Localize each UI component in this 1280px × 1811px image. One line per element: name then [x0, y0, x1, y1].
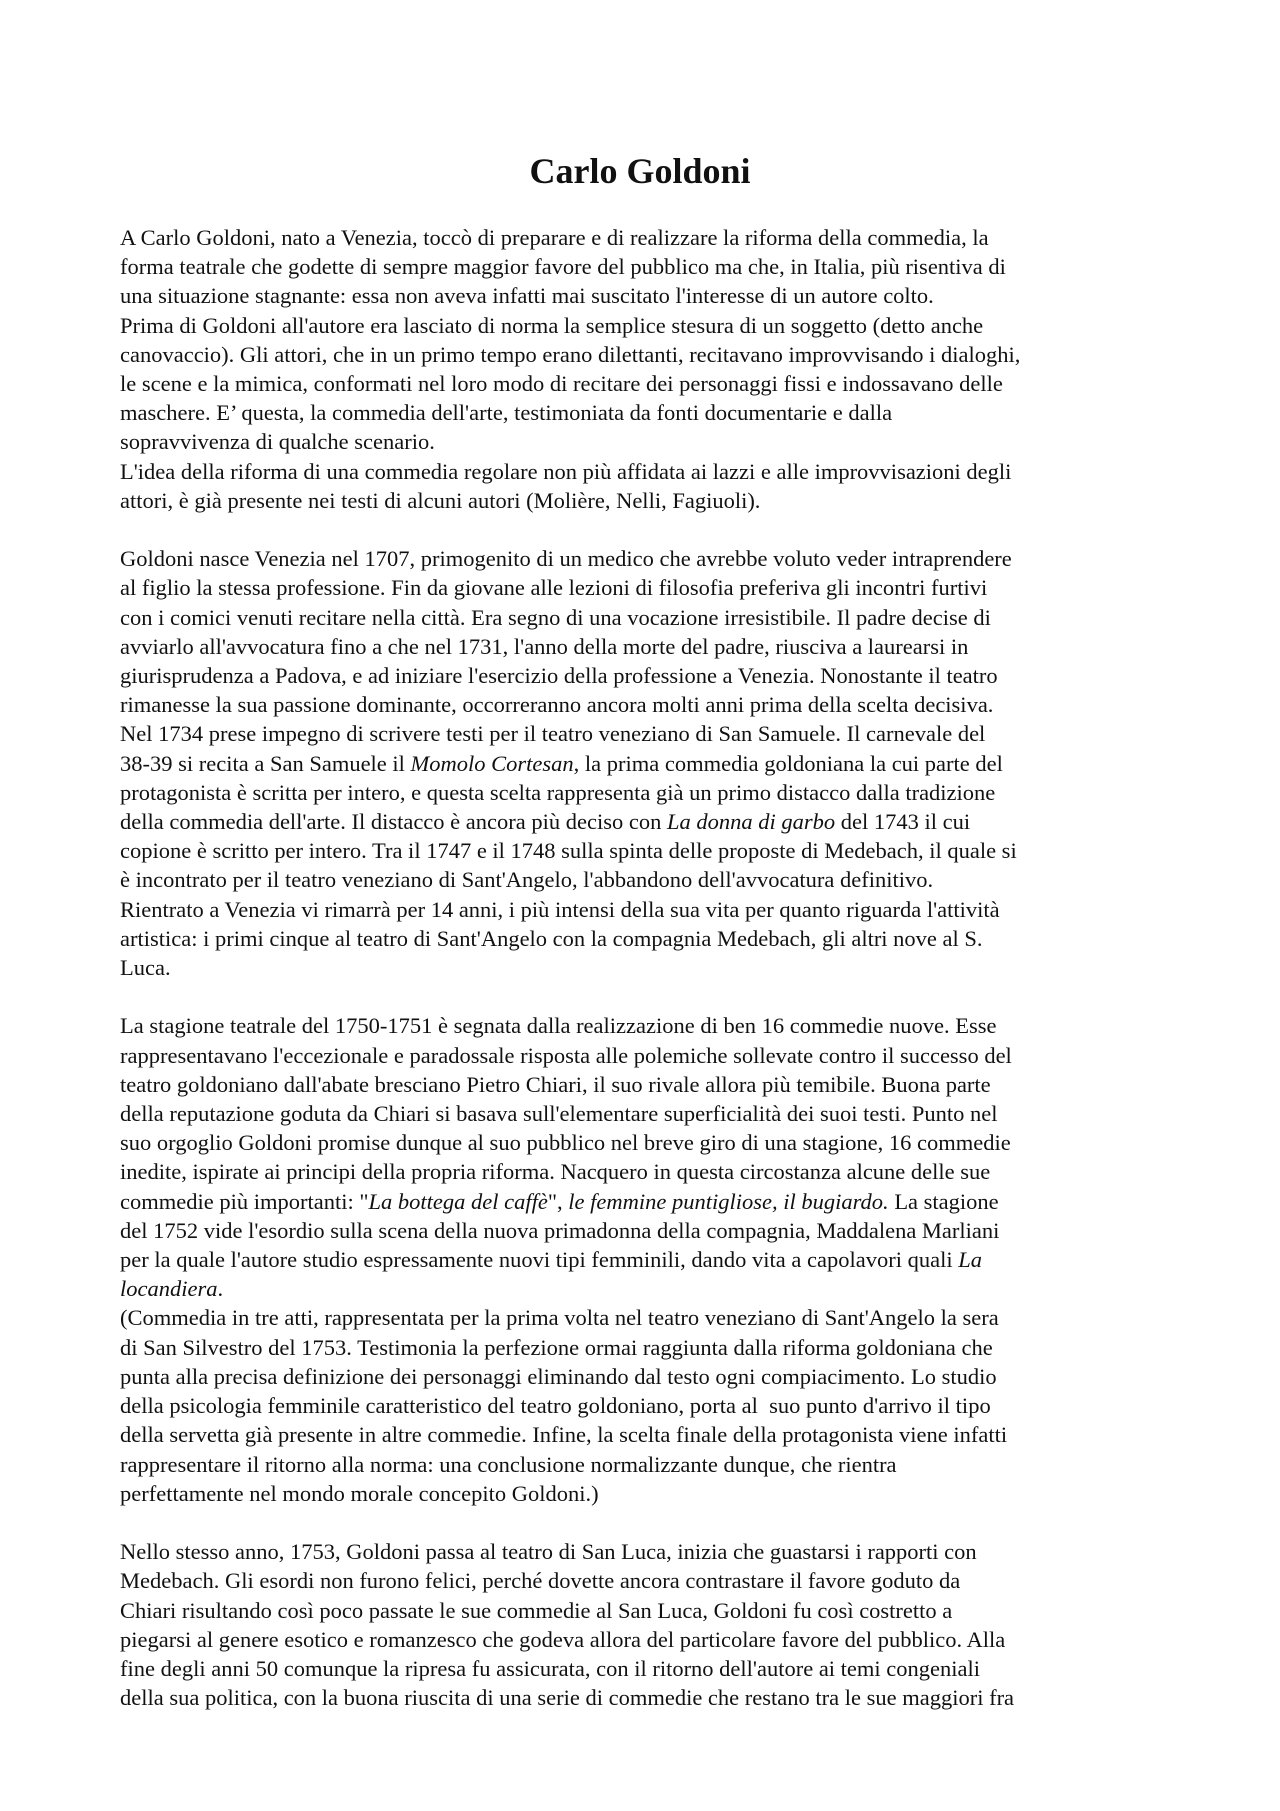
text-line: punta alla precisa definizione dei personaggi eliminando dal testo ogni compiacimento. Lo studio: [120, 1363, 997, 1389]
paragraph-gap: [120, 1508, 1160, 1537]
work-titles-femmine-bugiardo: le femmine puntigliose, il bugiardo.: [568, 1188, 889, 1214]
text-line: Nello stesso anno, 1753, Goldoni passa al teatro di San Luca, inizia che guastarsi i rapporti con: [120, 1539, 977, 1565]
text-line: avviarlo all'avvocatura fino a che nel 1731, l'anno della morte del padre, riusciva a laurearsi in: [120, 633, 969, 659]
text-line: con i comici venuti recitare nella città. Era segno di una vocazione irresistibile. Il padre decise di: [120, 604, 991, 630]
paragraph-biografia: [120, 544, 1160, 894]
paragraph-gap: [120, 515, 1160, 544]
text-line: Prima di Goldoni all'autore era lasciato di norma la semplice stesura di un soggetto (detto anche: [120, 312, 984, 338]
paragraph-gap: [120, 982, 1160, 1011]
work-title-la-donna-di-garbo: La donna di garbo: [666, 809, 836, 835]
text-line: attori, è già presente nei testi di alcuni autori (Molière, Nelli, Fagiuoli).: [120, 487, 761, 513]
text-line: di San Silvestro del 1753. Testimonia la perfezione ormai raggiunta dalla riforma goldoniana che: [120, 1334, 993, 1360]
text-line: Chiari risultando così poco passate le sue commedie al San Luca, Goldoni fu così costretto a: [120, 1597, 953, 1623]
text-line: teatro goldoniano dall'abate bresciano Pietro Chiari, il suo rivale allora più temibile. Buona parte: [120, 1071, 991, 1097]
text-line: rappresentare il ritorno alla norma: una conclusione normalizzante dunque, che rientra: [120, 1451, 897, 1477]
text-segment: per la quale l'autore studio espressamente nuovi tipi femminili, dando vita a capolavori quali: [120, 1247, 959, 1273]
text-line: Luca.: [120, 955, 171, 981]
text-line: della reputazione goduta da Chiari si basava sull'elementare superficialità dei suoi testi. Punto nel: [120, 1101, 998, 1127]
text-line: della sua politica, con la buona riuscita di una serie di commedie che restano tra le sue maggiori fra: [120, 1685, 1015, 1711]
text-line: L'idea della riforma di una commedia regolare non più affidata ai lazzi e alle improvvisazioni degli: [120, 458, 1012, 484]
text-line: inedite, ispirate ai principi della propria riforma. Nacquero in questa circostanza alcune delle sue: [120, 1159, 991, 1185]
text-segment: ",: [547, 1188, 569, 1214]
text-line: protagonista è scritta per intero, e questa scelta rappresenta già un primo distacco dalla tradizione: [120, 779, 996, 805]
text-line: giurisprudenza a Padova, e ad iniziare l'esercizio della professione a Venezia. Nonostante il teatro: [120, 663, 998, 689]
text-segment: commedie più importanti: ": [120, 1188, 369, 1214]
text-line: rappresentavano l'eccezionale e paradossale risposta alle polemiche sollevate contro il successo del: [120, 1042, 1012, 1068]
text-line: canovaccio). Gli attori, che in un primo tempo erano dilettanti, recitavano improvvisando i dialoghi,: [120, 341, 1021, 367]
paragraph-intro: [120, 223, 1160, 311]
text-line: piegarsi al genere esotico e romanzesco che godeva allora del particolare favore del pubblico. Alla: [120, 1626, 1006, 1652]
text-line: del 1752 vide l'esordio sulla scena della nuova primadonna della compagnia, Maddalena Marliani: [120, 1217, 1000, 1243]
text-line: A Carlo Goldoni, nato a Venezia, toccò di preparare e di realizzare la riforma della commedia, la: [120, 225, 989, 250]
text-line: sopravvivenza di qualche scenario.: [120, 429, 435, 455]
text-line: della servetta già presente in altre commedie. Infine, la scelta finale della protagonista viene infatti: [120, 1422, 1008, 1448]
text-line: (Commedia in tre atti, rappresentata per la prima volta nel teatro veneziano di Sant'Angelo la sera: [120, 1305, 999, 1331]
work-title-la-locandiera-cont: locandiera: [120, 1276, 218, 1302]
text-segment: della commedia dell'arte. Il distacco è ancora più deciso con: [120, 809, 667, 835]
text-segment: , la prima commedia goldoniana la cui parte del: [573, 750, 1003, 776]
text-line: Rientrato a Venezia vi rimarrà per 14 anni, i più intensi della sua vita per quanto riguarda l'attività: [120, 896, 1000, 922]
work-title-la-bottega-del-caffe: La bottega del caffè: [368, 1188, 548, 1214]
document-title: Carlo Goldoni: [529, 151, 751, 191]
text-line: [120, 1245, 1160, 1274]
paragraph-locandiera-note: [120, 1303, 1160, 1507]
work-title-la-locandiera: La: [958, 1247, 982, 1273]
paragraph-commedia-arte: [120, 311, 1160, 457]
text-line: Medebach. Gli esordi non furono felici, perché dovette ancora contrastare il favore goduto da: [120, 1568, 961, 1594]
text-line: suo orgoglio Goldoni promise dunque al suo pubblico nel breve giro di una stagione, 16 commedie: [120, 1130, 1011, 1156]
text-line: forma teatrale che godette di sempre maggior favore del pubblico ma che, in Italia, più risentiva di: [120, 254, 1006, 280]
text-line: le scene e la mimica, conformati nel loro modo di recitare dei personaggi fissi e indossavano delle: [120, 371, 1003, 397]
text-line: [120, 807, 1160, 836]
paragraph-riforma: [120, 457, 1160, 515]
work-title-momolo-cortesan: Momolo Cortesan: [410, 750, 574, 776]
text-segment: 38-39 si recita a San Samuele il: [120, 750, 411, 776]
text-line: della psicologia femminile caratteristico del teatro goldoniano, porta al suo punto d'arrivo il tipo: [120, 1393, 991, 1419]
paragraph-venezia: [120, 895, 1160, 983]
text-line: Nel 1734 prese impegno di scrivere testi per il teatro veneziano di San Samuele. Il carnevale del: [120, 721, 986, 747]
text-line: La stagione teatrale del 1750-1751 è segnata dalla realizzazione di ben 16 commedie nuove. Esse: [120, 1013, 997, 1039]
text-line: rimanesse la sua passione dominante, occorreranno ancora molti anni prima della scelta decisiva.: [120, 692, 994, 718]
text-line: è incontrato per il teatro veneziano di Sant'Angelo, l'abbandono dell'avvocatura definitivo.: [120, 867, 934, 893]
paragraph-san-luca: [120, 1537, 1160, 1712]
text-line: Goldoni nasce Venezia nel 1707, primogenito di un medico che avrebbe voluto veder intraprendere: [120, 546, 1012, 572]
text-segment: La stagione: [888, 1188, 999, 1214]
text-line: artistica: i primi cinque al teatro di Sant'Angelo con la compagnia Medebach, gli altri nove al S.: [120, 925, 983, 951]
text-line: [120, 749, 1160, 778]
document-body: [120, 223, 1160, 1712]
text-line: fine degli anni 50 comunque la ripresa fu assicurata, con il ritorno dell'autore ai temi congeniali: [120, 1655, 981, 1681]
text-line: [120, 1187, 1160, 1216]
text-segment: .: [217, 1276, 224, 1302]
text-line: al figlio la stessa professione. Fin da giovane alle lezioni di filosofia preferiva gli incontri furtivi: [120, 575, 988, 601]
text-segment: del 1743 il cui: [835, 809, 971, 835]
text-line: maschere. E’ questa, la commedia dell'arte, testimoniata da fonti documentarie e dalla: [120, 400, 893, 426]
text-line: copione è scritto per intero. Tra il 1747 e il 1748 sulla spinta delle proposte di Medebach, il quale si: [120, 838, 1017, 864]
text-line: una situazione stagnante: essa non aveva infatti mai suscitato l'interesse di un autore colto.: [120, 283, 934, 309]
text-line: [120, 1274, 1160, 1303]
text-line: perfettamente nel mondo morale concepito Goldoni.): [120, 1480, 599, 1506]
paragraph-stagione-1750: [120, 1011, 1160, 1303]
